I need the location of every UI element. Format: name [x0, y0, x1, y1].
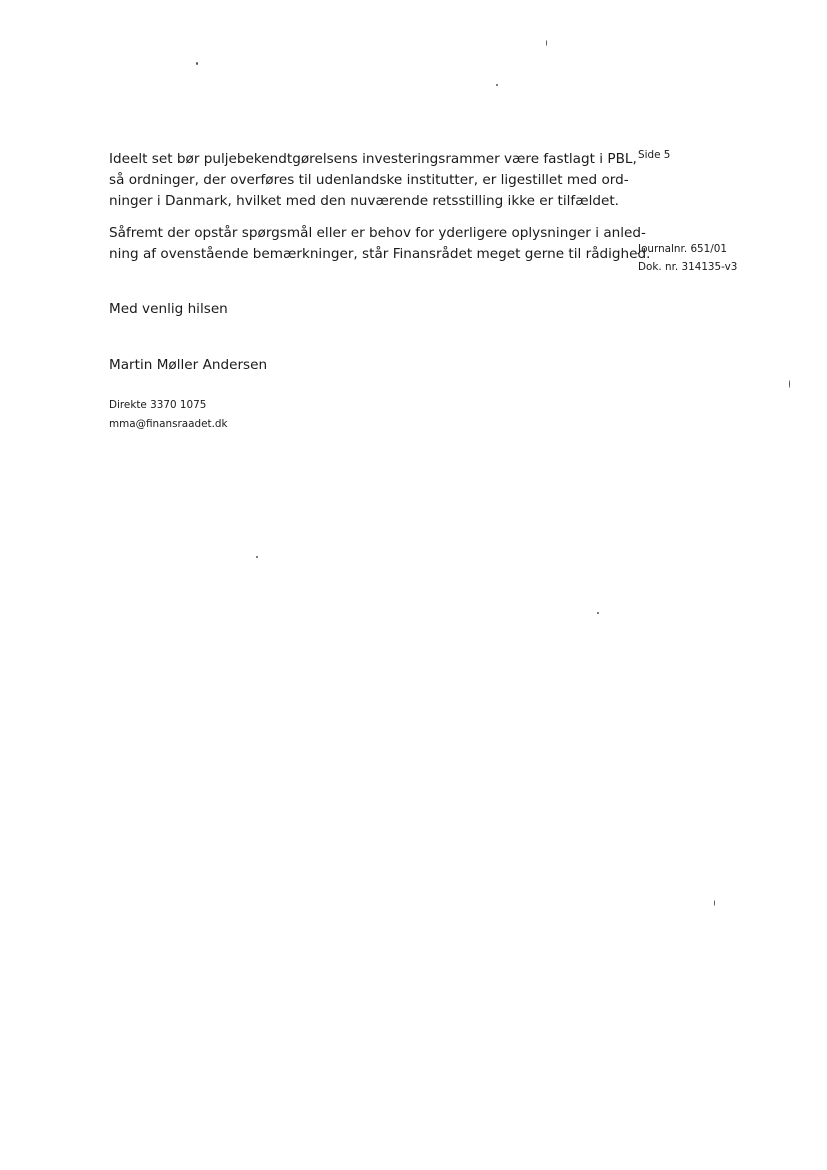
- scan-speck: [256, 556, 258, 558]
- document-number: Dok. nr. 314135-v3: [638, 261, 738, 273]
- scan-speck: [546, 40, 547, 46]
- closing-greeting: Med venlig hilsen: [109, 301, 228, 317]
- journal-number: Journalnr. 651/01: [638, 243, 727, 255]
- direct-phone: Direkte 3370 1075: [109, 399, 207, 411]
- email-address: mma@finansraadet.dk: [109, 418, 228, 430]
- paragraph-line: ninger i Danmark, hvilket med den nuværende retsstilling ikke er tilfældet.: [109, 193, 619, 209]
- page-number: Side 5: [638, 149, 671, 161]
- scan-speck: [789, 380, 790, 388]
- scan-speck: [714, 900, 715, 906]
- signature-name: Martin Møller Andersen: [109, 357, 268, 373]
- paragraph-line: ning af ovenstående bemærkninger, står Finansrådet meget gerne til rådighed.: [109, 246, 651, 262]
- paragraph-investment-framework: [109, 149, 637, 212]
- paragraph-line: så ordninger, der overføres til udenlandske institutter, er ligestillet med ord-: [109, 172, 629, 188]
- paragraph-line: Såfremt der opstår spørgsmål eller er behov for yderligere oplysninger i anled-: [109, 225, 646, 241]
- scan-speck: [597, 612, 599, 614]
- reference-block: [638, 240, 737, 276]
- paragraph-line: Ideelt set bør puljebekendtgørelsens investeringsrammer være fastlagt i PBL,: [109, 151, 637, 167]
- scan-speck: [196, 62, 198, 65]
- contact-details: [109, 396, 227, 434]
- paragraph-contact-offer: [109, 223, 651, 265]
- scan-speck: [496, 84, 498, 86]
